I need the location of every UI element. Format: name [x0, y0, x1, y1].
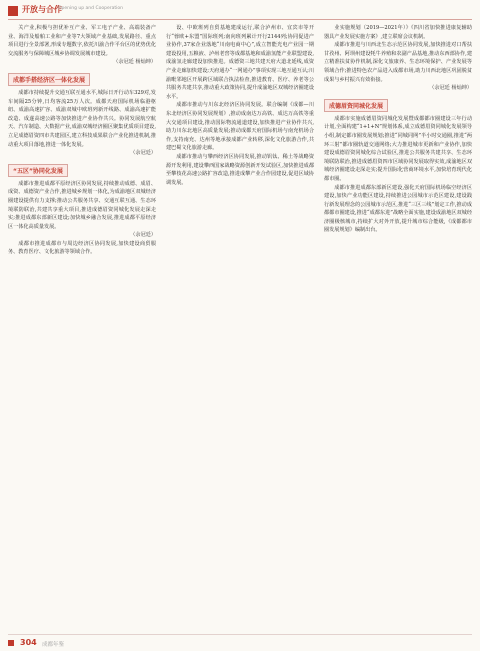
paragraph: 成都市持续提升交通互联互通水平,城际日开行动车329对,发车间隔25分钟,日均客流25万人次。成都天府国际机场临港枢纽、成渝高速扩容、成渝双城中欧班列新开线路、成渝高速扩能改造、成遂高速公路等加快推进产业协作共兴。协同发展航空航天、汽车制造、大数据产业,成渝双城经济圈区聚集优质项目建设,立足成德眉资四市共建园区,建立科技成果联合产业化推进机制,推动重大项目落地,推进一体化发展。 — [8, 89, 156, 148]
page-header — [0, 0, 480, 22]
paragraph: 成都市推进成都市与周边经济区协同发展,加快建设商贸服务、教育医疗、文化旅游等领域合作。 — [8, 240, 156, 256]
journal-name: 成都年鉴 — [42, 642, 65, 648]
author-signature: （余冠廷） — [130, 150, 156, 157]
paragraph: 业实施规划（2019—2021年）》《四川省加快推进康复辅助器具产业发展实施方案》,建立联席会议机制。 — [324, 25, 472, 40]
subsection-heading: 成都手搭经济区一体化发展 — [8, 73, 90, 86]
column-left — [8, 24, 156, 627]
paragraph: 成都市推进成都东部新区建设,强化天府国际机场临空经济区建设,加快产业功能区建设,持续推进公园城市示范区建设,建设践行新发展理念的公园城市示范区,推进“三区三线”划定工作,推动成都都市圈建设,推进“成都东进”战略全面实施,建设成渝地区双城经济圈极核城市,持续扩大对外开放,提升城市综合能级,《成都都市圈发展规划》编制出台。 — [324, 184, 472, 234]
paragraph: 成都市推进与川西北生态示范区协同发展,加快推进对口帮扶甘孜州、阿坝州建设牦牛养殖和农副产品基地,推动东西部协作,建立精准扶贫协作机制,深化文旅康养、生态环境保护、产业发展等领域合作;推进特色农产品进入成都市场,助力川西北地区巩固脱贫成果与乡村振兴有效衔接。 — [324, 42, 472, 83]
paragraph: 成都市推动与川东北经济区协同发展。联合编制《成都—川东北经济区协同发展规划》,推动成南达万高铁、成达万高铁等重大交通项目建设,推动国际物流通道建设,加快推进产业协作共兴,助力川东北地区高质量发展;推动成都天府国际机场与南充机场合作,支持南充、达州等地承接成都产业转移,深化文化旅游合作,共建巴蜀文化旅游走廊。 — [166, 102, 314, 152]
author-signature: （余冠廷 杨灿坤） — [429, 85, 472, 92]
header-divider — [8, 19, 472, 20]
paragraph: 关产业,积极与担优补互产业、军工电子产业、高端装备产业、海洋及船舶工业和产业等7大领域产业基础,发展路径、重点项目进行全景部署,形成专题数字,依托川渝合作平台区的优势优化交流服务与保障城区城乡协调发展城市建设。 — [8, 25, 156, 57]
subsection-heading: 成德眉资同城化发展 — [324, 99, 388, 112]
paragraph: 成都市实施成德眉资同城化发展暨成都都市圈建设三年行动计划,全面构建“1+1+N”规划体系,成立成德眉资同城化发展领导小组,制定都市圈发展规划;推进“同城同网”半小时交通圈,推进“两环三射”都市圈轨道交通网络;大力推进城市更新和产业协作,加快建设成德眉资同城化综合试验区,推进公共服务共建共享、生态环境联防联治,推进成德眉资四市区域协同发展取得实效,成渝地区双城经济圈建设走深走实;提升国际化营商环境水平,加快培育现代化都市圈。 — [324, 115, 472, 182]
column-right — [324, 24, 472, 627]
author-signature: （余冠廷 杨灿坤） — [113, 59, 156, 66]
paragraph: 成都市推动与攀西经济区协同发展,推动钒钛、稀土等战略资源开发利用,建设攀西国家战略资源创新开发试验区,加快推进成都至攀枝花高速公路扩容改造,推进成攀产业合作园建设,促进区域协调发展。 — [166, 153, 314, 186]
column-middle — [166, 24, 314, 627]
page-number: 304 — [20, 638, 37, 647]
subsection-heading: “五区”协同化发展 — [8, 164, 68, 177]
paragraph: 设、中欧班列自贸基地建成运行,联合泸州市、宜宾市等开行“蓉欧+东盟”国际班列;南向班列累计开行2144列;协同促进产业协作,37家企业落地“川南电商中心”,成立智能光电产业园一期建设投用,五粮液、泸州老窖等成都基地和成渝氢能产业联盟建设,成渝氢走廊建设加快推进。成德资三地共建天府大道北延线,成资产业走廊加快建设;天府通办“一网通办”事项实现三地互通互认;川渝毗邻地区开展跨区域联合执法检查,推进教育、医疗、养老等公共服务共建共享,推动重大政策协同,提升成渝地区双城经济圈建设水平。 — [166, 25, 314, 100]
section-marker-icon — [8, 6, 18, 16]
footer-marker-icon — [8, 640, 14, 646]
page-footer — [8, 634, 472, 649]
section-subtitle: Opening up and Cooperation — [58, 6, 123, 11]
author-signature: （余冠廷） — [130, 232, 156, 239]
section-title: 开放与合作 — [22, 5, 62, 14]
article-body — [8, 24, 472, 627]
paragraph: 成都市推进成都平原经济区协同发展,持续推动成德、成眉、成资、成德资产业合作,推进城乡规划一体化,为成渝地区双城经济圈建设提供有力支撑;推动公共服务共享、交通互联互通、生态环境联防联治,共建共享重大项目,推进成德眉资同城化发展走深走实;推进成都东部新区建设;加快城乡融合发展,推进成都平原经济区一体化高质量发展。 — [8, 180, 156, 230]
